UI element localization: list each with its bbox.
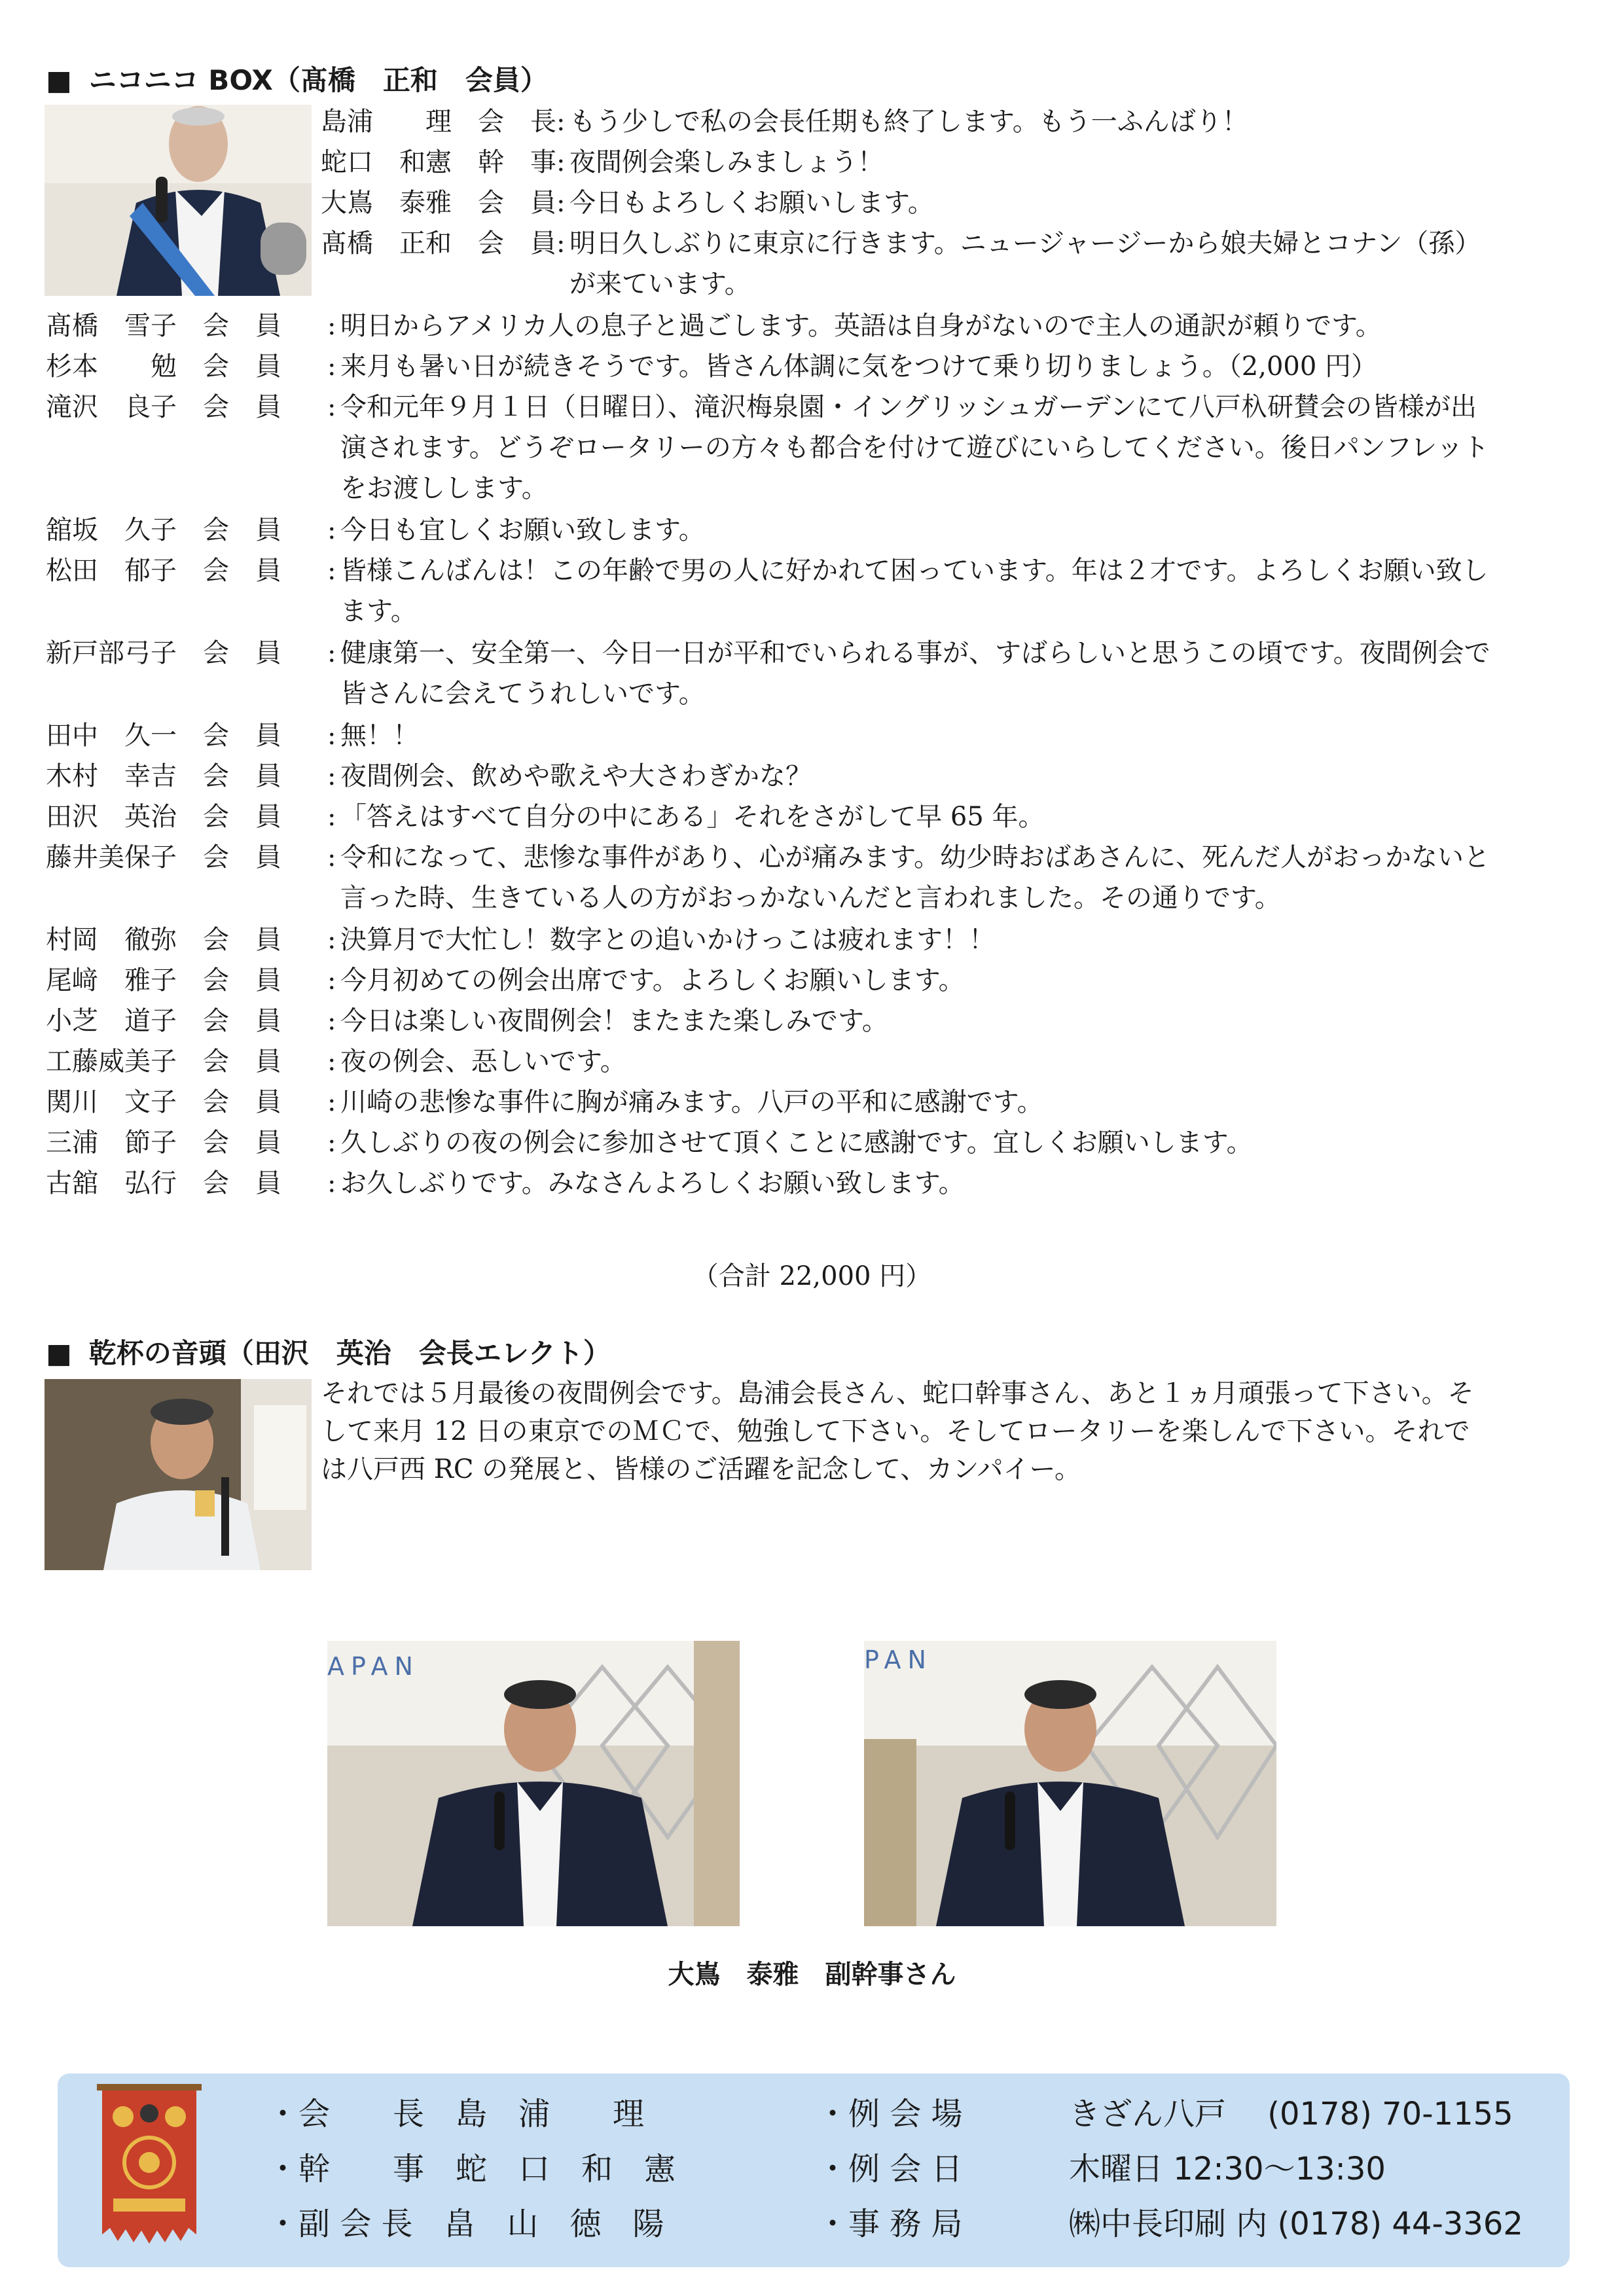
backdrop-text: APAN [327, 1652, 420, 1681]
entry-row: 島浦 理 会 長 : もう少しで私の会長任期も終了します。もう一ふんばり！ [321, 107, 1248, 137]
niconico-section-title: ■ ニコニコ BOX（髙橋 正和 会員） [46, 64, 548, 96]
entry-row: 小芝 道子 会 員 : 今日は楽しい夜間例会！またまた楽しみです。 [46, 1006, 888, 1036]
entry-row: 杉本 勉 会 員 : 来月も暑い日が続きそうです。皆さん体調に気をつけて乗り切りましょう。（2,000 円） [46, 351, 1378, 382]
meeting-label: ・例 会 日 [817, 2151, 963, 2187]
entry-row: 蛇口 和憲 幹 事 : 夜間例会楽しみましょう！ [321, 147, 884, 177]
photo-caption: 大嶌 泰雅 副幹事さん [668, 1960, 956, 1990]
meeting-label: ・事 務 局 [817, 2206, 963, 2242]
meeting-label: ・例 会 場 [817, 2096, 963, 2132]
toast-speech: それでは５月最後の夜間例会です。島浦会長さん、蛇口幹事さん、あと１ヵ月頑張って下さい。そして来月 12 日の東京でのＭＣで、勉強して下さい。そしてロータリーを楽しんで下さい。それでは八戸西 RC の発展と、皆様のご活躍を記念して、カンパイー。 [321, 1378, 1474, 1484]
backdrop-text: PAN [864, 1645, 933, 1674]
speaker-photo-toast [45, 1379, 312, 1570]
entry-row: 田沢 英治 会 員 : 「答えはすべて自分の中にある」それをさがして早 65 年。 [46, 802, 1045, 832]
officer-line: ・会 長 島 浦 理 [267, 2096, 645, 2132]
footer-info-box [58, 2073, 1570, 2267]
vice-secretary-photo-left [327, 1641, 740, 1926]
entry-row: 松田 郁子 会 員 : 皆様こんばんは！この年齢で男の人に好かれて困っています。年は２才です。よろしくお願い致します。 [46, 556, 1489, 626]
entry-row: 村岡 徹弥 会 員 : 決算月で大忙し！数字との追いかけっこは疲れます！！ [46, 925, 995, 955]
officer-line: ・副 会 長 畠 山 徳 陽 [267, 2206, 664, 2242]
officer-line: ・幹 事 蛇 口 和 憲 [267, 2151, 676, 2187]
entry-row: 古舘 弘行 会 員 : お久しぶりです。みなさんよろしくお願い致します。 [46, 1168, 965, 1198]
speaker-photo-niconico [45, 105, 312, 296]
entry-row: 三浦 節子 会 員 : 久しぶりの夜の例会に参加させて頂くことに感謝です。宜しくお願いします。 [46, 1128, 1253, 1158]
entry-row: 藤井美保子 会 員 : 令和になって、悲惨な事件があり、心が痛みます。幼少時おばあさんに、死んだ人がおっかないと言った時、生きている人の方がおっかないんだと言われました。その通りです。 [46, 842, 1490, 913]
entry-row: 髙橋 雪子 会 員 : 明日からアメリカ人の息子と過ごします。英語は自身がないので主人の通訳が頼りです。 [46, 311, 1382, 341]
entry-row: 大嶌 泰雅 会 員 : 今日もよろしくお願いします。 [321, 188, 934, 218]
entry-row: 田中 久一 会 員 : 無！！ [46, 721, 419, 751]
entry-row: 工藤威美子 会 員 : 夜の例会、忢しいです。 [46, 1047, 626, 1077]
entry-row: 舘坂 久子 会 員 : 今日も宜しくお願い致します。 [46, 515, 705, 545]
total-amount: （合計 22,000 円） [692, 1261, 932, 1291]
entry-row: 尾﨑 雅子 会 員 : 今月初めての例会出席です。よろしくお願いします。 [46, 965, 965, 996]
entry-row: 関川 文子 会 員 : 川崎の悲惨な事件に胸が痛みます。八戸の平和に感謝です。 [46, 1087, 1043, 1117]
meeting-value: きざん八戸 (0178) 70-1155 [1069, 2096, 1513, 2132]
meeting-value: ㈱中長印刷 内 (0178) 44-3362 [1069, 2206, 1523, 2242]
meeting-value: 木曜日 12:30〜13:30 [1069, 2151, 1386, 2187]
vice-secretary-photo-right [864, 1641, 1276, 1926]
entry-row: 新戸部弓子 会 員 : 健康第一、安全第一、今日一日が平和でいられる事が、すばらしいと思うこの頃です。夜間例会で皆さんに会えてうれしいです。 [46, 638, 1490, 709]
entry-row: 滝沢 良子 会 員 : 令和元年９月１日（日曜日）、滝沢梅泉園・イングリッシュガーデンにて八戸杁研賛会の皆様が出演されます。どうぞロータリーの方々も都合を付けて遊びにいらしてください。後日パンフレットをお渡しします。 [46, 392, 1489, 503]
entry-row: 木村 幸吉 会 員 : 夜間例会、飲めや歌えや大さわぎかな？ [46, 761, 812, 791]
toast-section-title: ■ 乾杯の音頭（田沢 英治 会長エレクト） [46, 1337, 611, 1369]
rotary-banner-logo [97, 2084, 202, 2259]
entry-row: 髙橋 正和 会 員 : 明日久しぶりに東京に行きます。ニュージャージーから娘夫婦とコナン（孫）が来ています。 [321, 228, 1481, 299]
